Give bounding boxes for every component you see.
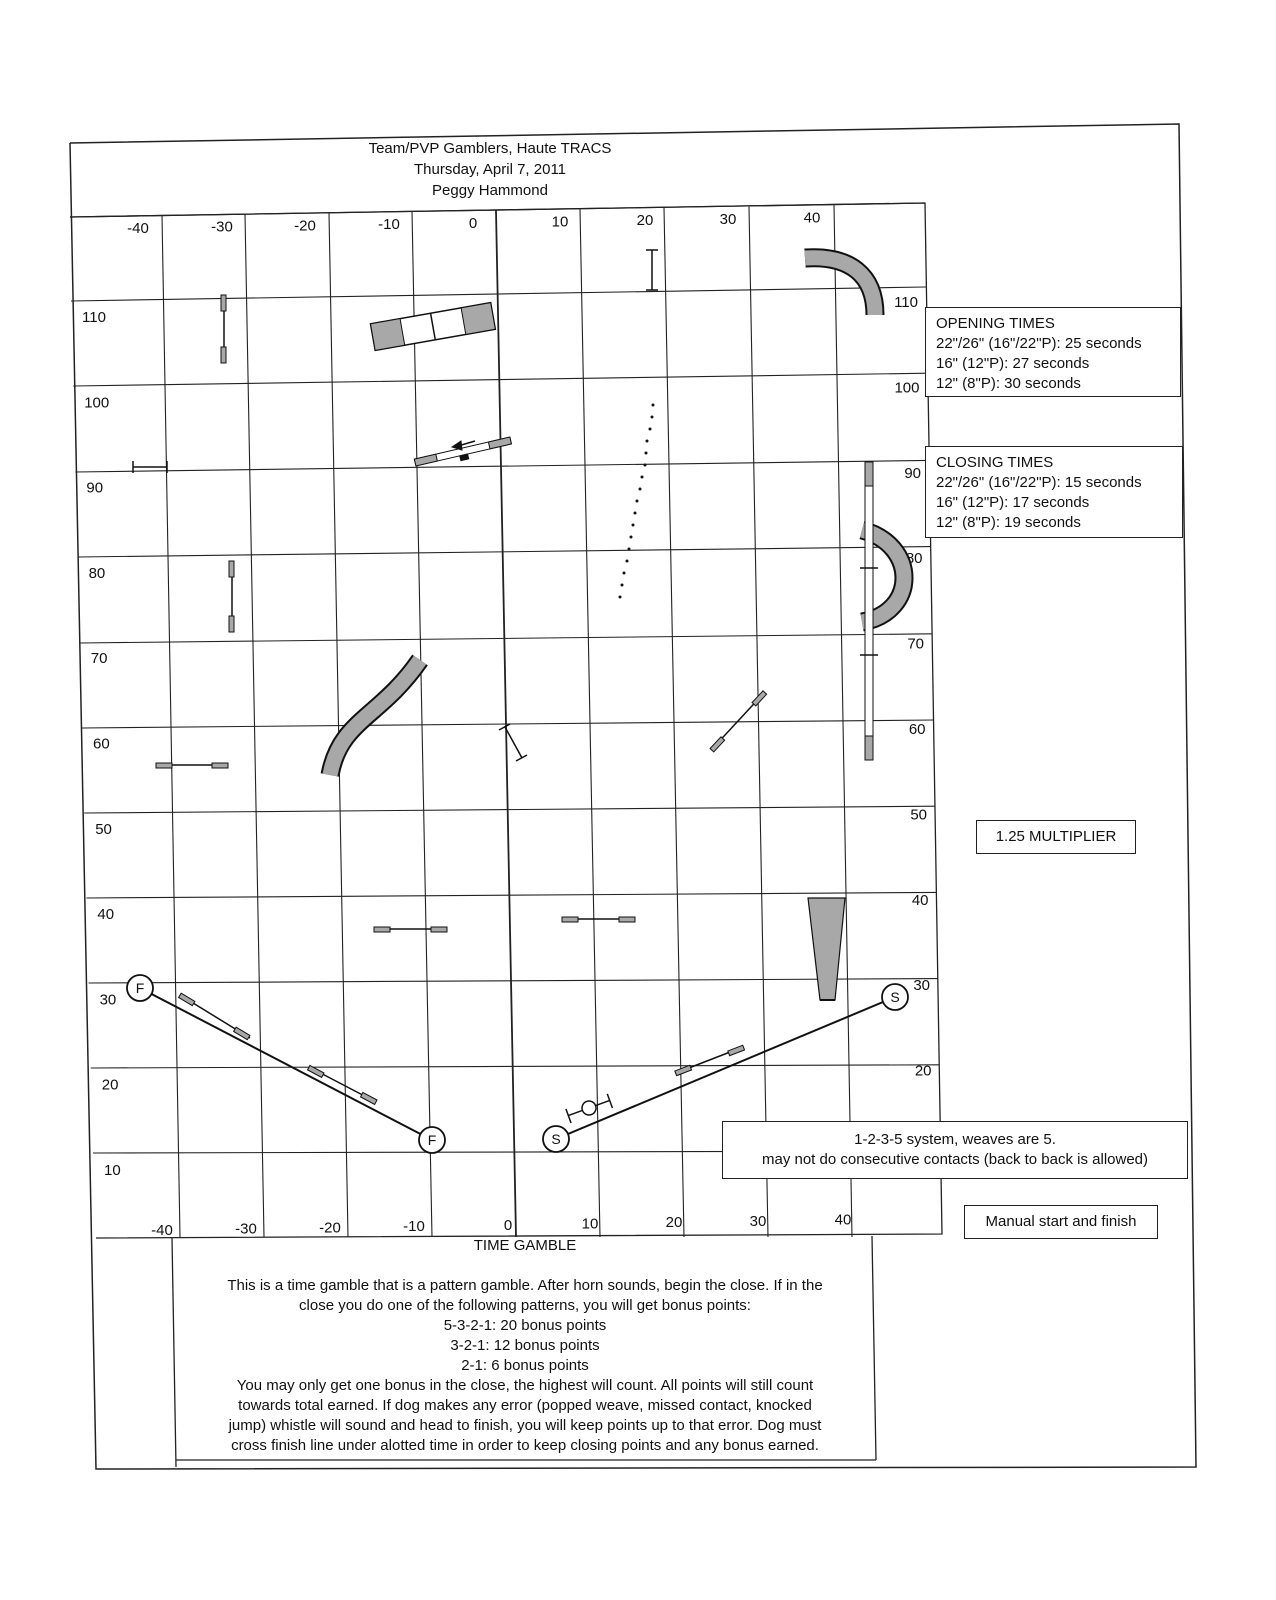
x-tick-label: -40 bbox=[151, 1222, 173, 1239]
y-tick-label: 50 bbox=[910, 806, 927, 824]
x-tick-label: -20 bbox=[319, 1219, 341, 1237]
y-tick-label: 80 bbox=[88, 564, 106, 582]
gamble-rule-line: You may only get one bonus in the close, the highest will count. All points will still count bbox=[236, 1377, 814, 1394]
footer-right-divider bbox=[872, 1236, 876, 1460]
x-tick-label: 20 bbox=[636, 212, 654, 230]
grid-hline bbox=[89, 979, 938, 983]
y-tick-label: 20 bbox=[914, 1062, 932, 1080]
gamble-intro-line: This is a time gamble that is a pattern gamble. After horn sounds, begin the close. If in the bbox=[227, 1277, 823, 1294]
x-tick-label: -30 bbox=[235, 1220, 257, 1238]
grid-lines bbox=[71, 205, 941, 1237]
x-tick-label: 10 bbox=[581, 1215, 599, 1233]
start-marker-left-label: S bbox=[551, 1131, 561, 1147]
y-tick-label: 80 bbox=[905, 550, 923, 568]
gamble-rule-line: towards total earned. If dog makes any error (popped weave, missed contact, knocked bbox=[238, 1397, 812, 1414]
x-tick-label: -10 bbox=[378, 216, 400, 234]
closing-times-box bbox=[925, 446, 1183, 538]
course-header bbox=[330, 138, 650, 201]
closing-time-line: 16" (12"P): 17 seconds bbox=[936, 494, 1090, 511]
y-tick-label: 110 bbox=[82, 309, 106, 326]
y-tick-label: 30 bbox=[913, 977, 930, 995]
x-tick-label: 30 bbox=[719, 210, 737, 228]
course-title: Team/PVP Gamblers, Haute TRACS bbox=[368, 140, 612, 157]
x-tick-label: 0 bbox=[468, 214, 478, 232]
course-date: Thursday, April 7, 2011 bbox=[413, 161, 567, 178]
x-tick-label: 0 bbox=[503, 1216, 513, 1234]
y-tick-label: 90 bbox=[86, 479, 104, 497]
manual-start-box: Manual start and finish bbox=[964, 1205, 1158, 1239]
grid-hline bbox=[73, 373, 927, 386]
finish-marker-right bbox=[419, 1127, 445, 1153]
opening-times-title: OPENING TIMES bbox=[936, 315, 1055, 332]
jumps bbox=[156, 295, 767, 1104]
start-marker-left bbox=[543, 1126, 569, 1152]
gamble-rule-line: cross finish line under alotted time in order to keep closing points and any bonus earned. bbox=[231, 1437, 819, 1454]
opening-time-line: 12" (8"P): 30 seconds bbox=[936, 375, 1081, 392]
closing-time-line: 12" (8"P): 19 seconds bbox=[936, 514, 1081, 531]
x-tick-label: 30 bbox=[749, 1212, 767, 1230]
x-tick-label: 40 bbox=[834, 1211, 852, 1229]
start-marker-right bbox=[882, 984, 908, 1010]
opening-times-box bbox=[925, 307, 1181, 397]
grid-hline bbox=[84, 806, 935, 813]
finish-marker-right-label: F bbox=[427, 1132, 437, 1148]
footer-left-divider bbox=[172, 1238, 176, 1467]
opening-time-line: 22"/26" (16"/22"P): 25 seconds bbox=[936, 335, 1142, 352]
y-axis-right-labels bbox=[894, 294, 931, 1080]
grid-hline bbox=[78, 547, 931, 557]
grid-hline bbox=[75, 460, 929, 472]
scoring-system-line2: may not do consecutive contacts (back to back is allowed) bbox=[761, 1151, 1149, 1168]
obstacles bbox=[133, 250, 904, 1123]
x-tick-label: -20 bbox=[294, 217, 316, 235]
x-axis-top-labels bbox=[127, 210, 820, 237]
scoring-system-box bbox=[722, 1121, 1188, 1179]
grid-vline bbox=[162, 216, 180, 1237]
y-tick-label: 20 bbox=[101, 1076, 119, 1094]
x-tick-label: 40 bbox=[803, 209, 821, 227]
x-tick-label: -40 bbox=[127, 220, 149, 237]
y-tick-label: 40 bbox=[911, 891, 929, 909]
time-gamble-title: TIME GAMBLE bbox=[473, 1237, 577, 1254]
gamble-rule-line: jump) whistle will sound and head to finish, you will keep points up to that error. Dog must bbox=[228, 1417, 822, 1434]
grid-hline bbox=[91, 1065, 940, 1068]
y-tick-label: 70 bbox=[90, 650, 108, 668]
closing-times-title: CLOSING TIMES bbox=[936, 454, 1054, 471]
start-finish-lines bbox=[140, 988, 895, 1140]
finish-marker-left-label: F bbox=[135, 980, 145, 996]
y-tick-label: 30 bbox=[99, 991, 117, 1009]
grid-hline bbox=[82, 720, 934, 728]
gamble-bonus-line: 2-1: 6 bonus points bbox=[461, 1357, 589, 1374]
y-tick-label: 40 bbox=[97, 906, 115, 924]
start-marker-right-label: S bbox=[890, 989, 900, 1005]
y-tick-label: 70 bbox=[907, 635, 924, 653]
y-tick-label: 60 bbox=[93, 735, 110, 753]
multiplier-box: 1.25 MULTIPLIER bbox=[976, 820, 1136, 854]
grid-hline bbox=[80, 634, 932, 643]
x-tick-label: 10 bbox=[551, 213, 569, 231]
grid-vline bbox=[245, 214, 264, 1237]
chute bbox=[808, 898, 845, 1000]
y-tick-label: 90 bbox=[904, 464, 921, 482]
y-tick-label: 10 bbox=[104, 1162, 121, 1179]
weave-poles bbox=[619, 404, 655, 599]
y-tick-label: 100 bbox=[894, 379, 920, 397]
time-gamble-section bbox=[180, 1236, 870, 1456]
opening-time-line: 16" (12"P): 27 seconds bbox=[936, 355, 1090, 372]
finish-marker-left bbox=[127, 975, 153, 1001]
x-tick-label: -10 bbox=[403, 1218, 425, 1236]
gamble-intro-line: close you do one of the following patterns, you will get bonus points: bbox=[299, 1297, 751, 1314]
y-tick-label: 110 bbox=[894, 294, 918, 311]
x-tick-label: -30 bbox=[211, 218, 233, 236]
direction-arrow-head bbox=[452, 441, 462, 450]
scoring-system-line1: 1-2-3-5 system, weaves are 5. bbox=[854, 1131, 1056, 1148]
y-tick-label: 100 bbox=[84, 394, 110, 412]
closing-time-line: 22"/26" (16"/22"P): 15 seconds bbox=[936, 474, 1142, 491]
grid-hline bbox=[86, 892, 936, 898]
y-tick-label: 60 bbox=[908, 721, 926, 738]
x-tick-label: 20 bbox=[665, 1214, 683, 1232]
y-tick-label: 50 bbox=[95, 820, 112, 838]
gamble-bonus-line: 3-2-1: 12 bonus points bbox=[450, 1337, 600, 1354]
course-judge: Peggy Hammond bbox=[432, 182, 548, 199]
gamble-bonus-line: 5-3-2-1: 20 bonus points bbox=[443, 1317, 607, 1334]
a-frame bbox=[370, 303, 495, 351]
